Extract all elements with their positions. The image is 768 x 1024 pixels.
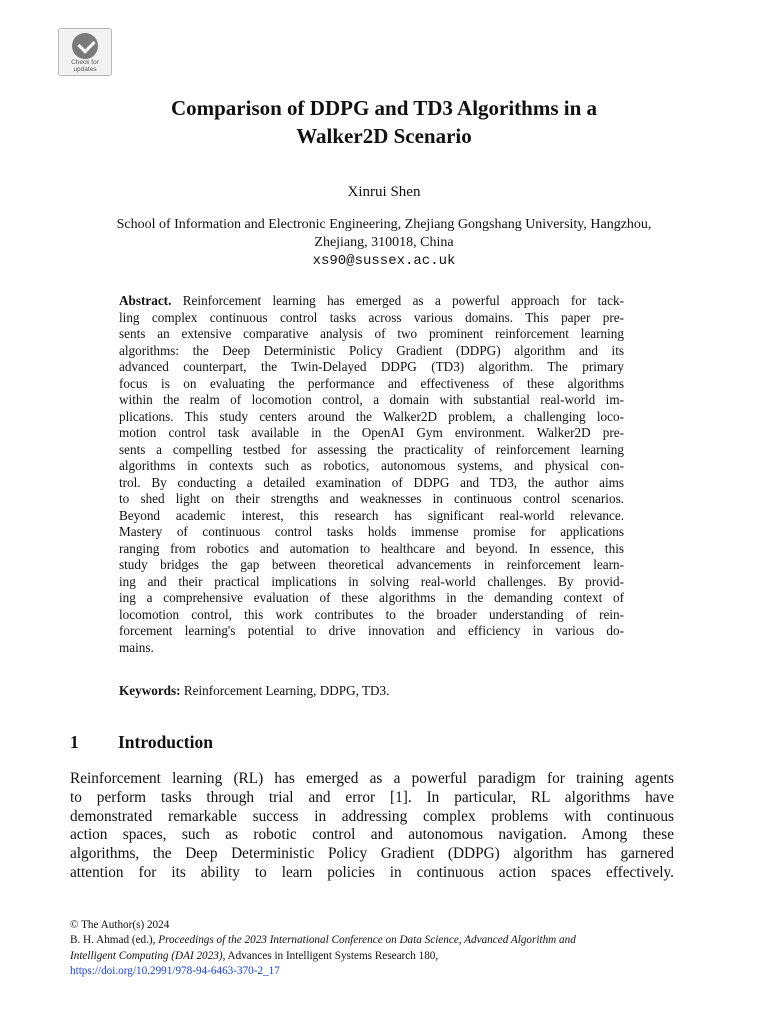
abstract-line: study bridges the gap between theoretical advancements in reinforcement learn- (119, 557, 624, 572)
abstract-line: ranging from robotics and automation to healthcare and beyond. In essence, this (119, 540, 624, 556)
abstract-line: algorithms: the Deep Deterministic Policy Gradient (DDPG) algorithm and its (119, 342, 624, 358)
check-for-updates-badge[interactable] (58, 28, 112, 76)
doi-link[interactable]: https://doi.org/10.2991/978-94-6463-370-2_17 (70, 965, 280, 978)
proceedings-title: Proceedings of the 2023 International Conference on Data Science, Advanced Algorithm and (158, 934, 576, 947)
abstract-line: mains. (119, 639, 154, 655)
abstract-line: ling complex continuous control tasks across various domains. This paper pre- (119, 309, 624, 325)
paper-title (0, 94, 768, 150)
body-line: to perform tasks through trial and error [1]. In particular, RL algorithms have (70, 788, 674, 806)
abstract-line: focus is on evaluating the performance and effectiveness of these algorithms (119, 375, 624, 391)
abstract-line: Beyond academic interest, this research has significant real-world relevance. (119, 507, 624, 523)
affiliation (64, 216, 704, 252)
section-heading (70, 731, 213, 753)
abstract-line: locomotion control, this work contributes to the broader understanding of rein- (119, 606, 624, 622)
affiliation-line: Zhejiang, 310018, China (314, 235, 454, 250)
abstract-line: sents a compelling testbed for assessing the practicality of reinforcement learning (119, 441, 624, 457)
abstract-line: forcement learning's potential to drive innovation and efficiency in various do- (119, 623, 624, 638)
author-email[interactable]: xs90@sussex.ac.uk (312, 253, 456, 269)
abstract-line: ing and their practical implications in solving real-world challenges. By provid- (119, 573, 624, 589)
abstract-line: ing a comprehensive evaluation of these algorithms in the demanding context of (119, 590, 624, 605)
copyright-line: © The Author(s) 2024 (70, 919, 170, 931)
abstract-line: trol. By conducting a detailed examination of DDPG and TD3, the author aims (119, 474, 624, 490)
keywords-label: Keywords: (119, 683, 181, 698)
body-line: action spaces, such as robotic control and autonomous navigation. Among these (70, 826, 674, 844)
keywords (119, 683, 624, 700)
abstract-line: to shed light on their strengths and weaknesses in continuous control scenarios. (119, 491, 624, 506)
body-line: algorithms, the Deep Deterministic Policy Gradient (DDPG) algorithm has garnered (70, 845, 674, 863)
editor-line: B. H. Ahmad (ed.), Proceedings of the 2023 International Conference on Data Science, Advanced Algorithm and (70, 934, 576, 947)
body-line: attention for its ability to learn policies in continuous action spaces effectively. (70, 863, 674, 881)
footer-citation (70, 918, 690, 980)
introduction-paragraph (70, 770, 674, 883)
title-line: Comparison of DDPG and TD3 Algorithms in a (170, 96, 598, 120)
check-updates-icon (72, 33, 98, 59)
body-line: Reinforcement learning (RL) has emerged as a powerful paradigm for training agents (70, 770, 674, 787)
author-name: Xinrui Shen (347, 184, 421, 200)
abstract-line: Mastery of continuous control tasks holds immense promise for applications (119, 524, 624, 539)
section-number: 1 (70, 732, 79, 752)
body-line: demonstrated remarkable success in addressing complex problems with continuous (70, 807, 674, 825)
series-line: Intelligent Computing (DAI 2023), Advances in Intelligent Systems Research 180, (70, 949, 439, 962)
abstract (119, 293, 624, 656)
abstract-line: sents an extensive comparative analysis of two prominent reinforcement learning (119, 326, 624, 341)
check-updates-label: Check for updates (71, 59, 99, 73)
abstract-line: algorithms in contexts such as robotics, autonomous systems, and physical con- (119, 458, 624, 473)
abstract-line: motion control task available in the OpenAI Gym environment. Walker2D pre- (119, 425, 624, 440)
section-title: Introduction (118, 732, 213, 752)
affiliation-line: School of Information and Electronic Engineering, Zhejiang Gongshang University, Hangzhou, (116, 217, 652, 232)
abstract-line: advanced counterpart, the Twin-Delayed DDPG (TD3) algorithm. The primary (119, 359, 624, 374)
abstract-line: plications. This study centers around the Walker2D problem, a challenging loco- (119, 408, 624, 424)
abstract-line: Abstract. Reinforcement learning has emerged as a powerful approach for tack- (119, 293, 624, 308)
title-line: Walker2D Scenario (296, 124, 472, 148)
abstract-line: within the realm of locomotion control, a domain with substantial real-world im- (119, 392, 624, 407)
keywords-text: Reinforcement Learning, DDPG, TD3. (180, 683, 390, 698)
abstract-label: Abstract. (119, 293, 172, 308)
